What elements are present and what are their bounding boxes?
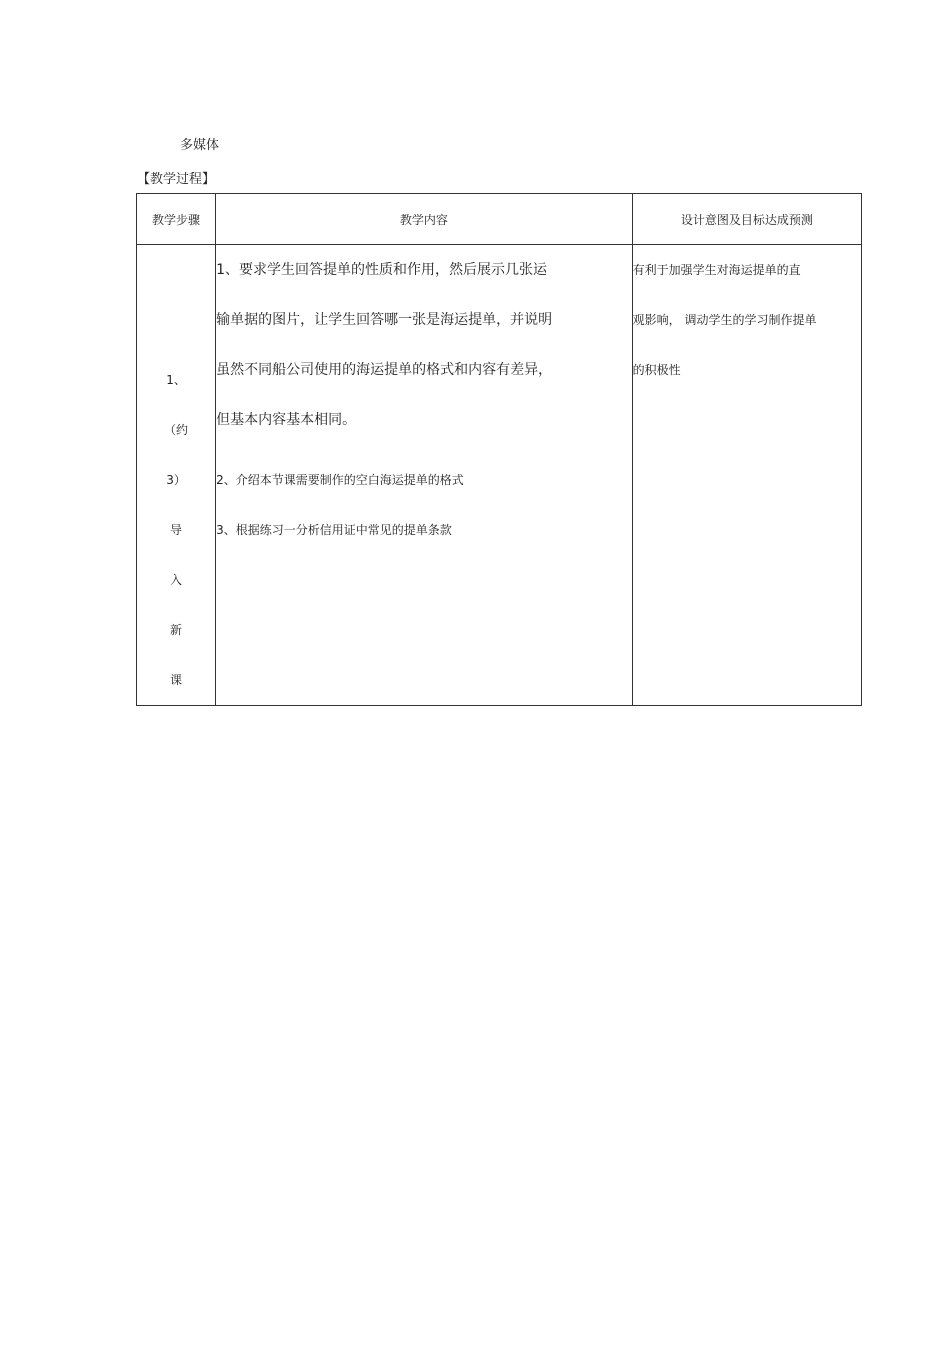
step-cell: [137, 245, 216, 706]
step-line: 课: [170, 673, 183, 687]
table-row: [137, 245, 862, 706]
step-line: 1、: [166, 373, 186, 387]
step-line: 3）: [166, 473, 186, 487]
design-cell: [632, 245, 861, 706]
content-line: 输单据的图片，让学生回答哪一张是海运提单，并说明: [216, 312, 553, 328]
header-content: 教学内容: [216, 194, 633, 245]
step-line: 入: [170, 573, 183, 587]
design-line: 的积极性: [632, 363, 681, 377]
step-line: 导: [170, 523, 183, 537]
step-line: （约: [164, 423, 189, 437]
content-line: 但基本内容基本相同。: [216, 412, 357, 428]
content-line: 虽然不同船公司使用的海运提单的格式和内容有差异，: [216, 362, 553, 378]
section-title: 【教学过程】: [137, 172, 216, 187]
design-line: 观影响， 调动学生的学习制作提单: [632, 313, 817, 327]
content-item: 3、根据练习一分析信用证中常见的提单条款: [216, 523, 452, 537]
content-item: 2、介绍本节课需要制作的空白海运提单的格式: [216, 473, 464, 487]
header-design: 设计意图及目标达成预测: [632, 194, 861, 245]
step-line: 新: [170, 623, 183, 637]
table-header-row: [137, 194, 862, 245]
content-line: 1、要求学生回答提单的性质和作用，然后展示几张运: [216, 262, 547, 278]
header-step: 教学步骤: [137, 194, 216, 245]
design-line: 有利于加强学生对海运提单的直: [632, 263, 801, 277]
media-label: 多媒体: [180, 138, 220, 153]
lesson-table: [136, 193, 862, 706]
content-cell: [216, 245, 633, 706]
